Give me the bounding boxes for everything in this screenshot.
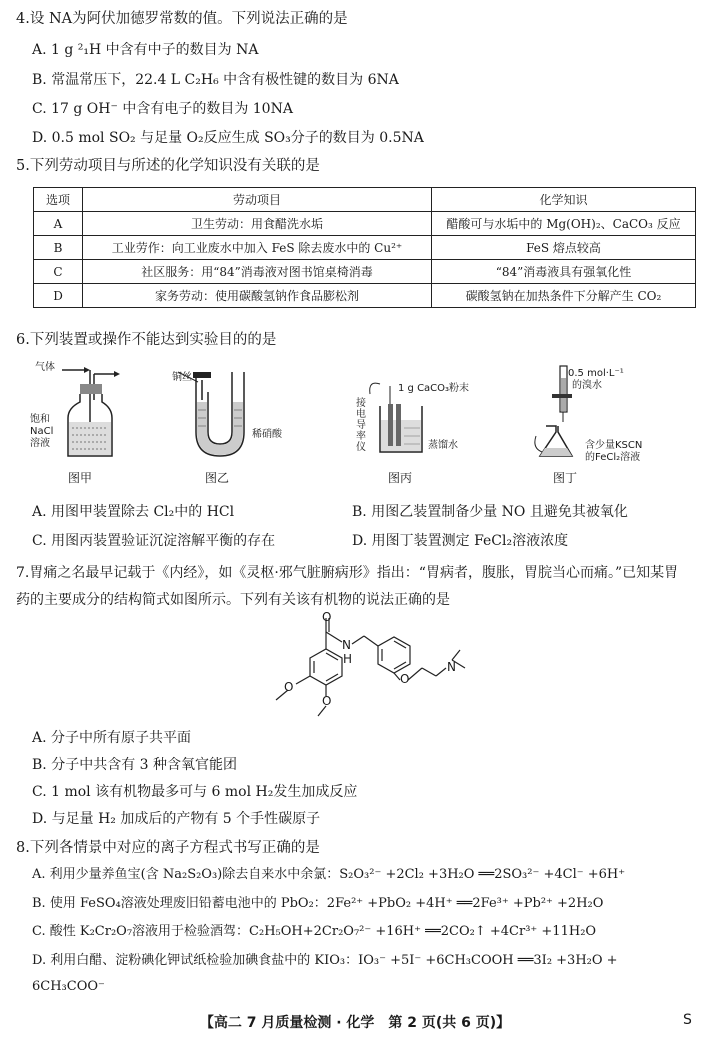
fig-ding-bromine-label-2: 的溴水 xyxy=(572,380,602,391)
q7-option-d: D. 与足量 H₂ 加成后的产物有 5 个手性碳原子 xyxy=(32,811,321,827)
page-footer: 【高二 7 月质量检测 · 化学 第 2 页(共 6 页)】 xyxy=(199,1015,511,1031)
table-cell: 社区服务：用“84”消毒液对图书馆桌椅消毒 xyxy=(83,260,432,284)
q4-option-a: A. 1 g ²₁H 中含有中子的数目为 NA xyxy=(32,42,259,58)
fig-yi-acid-label: 稀硝酸 xyxy=(252,429,282,440)
fig-jia-solution-label-2: NaCl xyxy=(30,426,54,437)
q8-option-b: B. 使用 FeSO₄溶液处理废旧铅蓄电池中的 PbO₂：2Fe²⁺ +PbO₂ +4H⁺ ══2Fe³⁺ +Pb²⁺ +2H₂O xyxy=(32,896,604,911)
fig-yi-wire-label: 铜丝 xyxy=(172,372,192,383)
q6-option-b: B. 用图乙装置制备少量 NO 且避免其被氧化 xyxy=(352,504,628,520)
q5-stem: 5.下列劳动项目与所述的化学知识没有关联的是 xyxy=(16,158,320,174)
q6-stem: 6.下列装置或操作不能达到实验目的的是 xyxy=(16,332,277,348)
page-mark: S xyxy=(683,1012,692,1028)
q4-option-b: B. 常温常压下，22.4 L C₂H₆ 中含有极性键的数目为 6NA xyxy=(32,72,399,88)
figure-caption-ding: 图丁 xyxy=(553,471,578,485)
figure-caption-bing: 图丙 xyxy=(388,471,413,485)
fig-bing-water-label: 蒸馏水 xyxy=(428,440,458,451)
q7-stem-line-1: 7.胃痛之名最早记载于《内经》，如《灵枢·邪气脏腑病形》指出：“胃病者，腹胀，胃脘当心而痛。”已知某胃 xyxy=(16,565,679,581)
q8-option-d-line-1: D. 利用白醋、淀粉碘化钾试纸检验加碘食盐中的 KIO₃：IO₃⁻ +5I⁻ +6CH₃COOH ══3I₂ +3H₂O + xyxy=(32,953,618,968)
mol-amide-n: N xyxy=(342,638,351,652)
q7-option-c: C. 1 mol 该有机物最多可与 6 mol H₂发生加成反应 xyxy=(32,784,358,800)
mol-carbonyl-o: O xyxy=(322,610,332,624)
fig-jia-gas-label: 气体 xyxy=(35,362,55,373)
table-header: 选项 xyxy=(34,188,83,212)
q6-option-d: D. 用图丁装置测定 FeCl₂溶液浓度 xyxy=(352,533,569,549)
table-cell: 碳酸氢钠在加热条件下分解产生 CO₂ xyxy=(432,284,696,308)
fig-ding-bromine-label-1: 0.5 mol·L⁻¹ xyxy=(568,368,624,379)
table-cell: 卫生劳动：用食醋洗水垢 xyxy=(83,212,432,236)
q8-option-a: A. 利用少量养鱼宝(含 Na₂S₂O₃)除去自来水中余氯：S₂O₃²⁻ +2Cl₂ +3H₂O ══2SO₃²⁻ +4Cl⁻ +6H⁺ xyxy=(32,867,626,882)
table-cell: FeS 熔点较高 xyxy=(432,236,696,260)
q7-option-b: B. 分子中共含有 3 种含氧官能团 xyxy=(32,757,237,773)
figure-caption-jia: 图甲 xyxy=(68,471,93,485)
q8-option-c: C. 酸性 K₂Cr₂O₇溶液用于检验酒驾：C₂H₅OH+2Cr₂O₇²⁻ +16H⁺ ══2CO₂↑ +4Cr³⁺ +11H₂O xyxy=(32,924,597,939)
mol-methoxy-o-1: O xyxy=(284,680,294,694)
q4-stem: 4.设 NA为阿伏加德罗常数的值。下列说法正确的是 xyxy=(16,11,348,27)
table-cell: C xyxy=(34,260,83,284)
table-cell: B xyxy=(34,236,83,260)
table-row xyxy=(34,236,696,260)
q6-option-c: C. 用图丙装置验证沉淀溶解平衡的存在 xyxy=(32,533,276,549)
q8-stem: 8.下列各情景中对应的离子方程式书写正确的是 xyxy=(16,840,320,856)
fig-bing-powder-label: 1 g CaCO₃粉末 xyxy=(398,383,470,394)
q7-option-a: A. 分子中所有原子共平面 xyxy=(32,730,192,746)
table-cell: D xyxy=(34,284,83,308)
q5-table xyxy=(33,187,696,308)
mol-amine-n: N xyxy=(447,660,456,674)
q6-option-a: A. 用图甲装置除去 Cl₂中的 HCl xyxy=(32,504,235,520)
table-cell: “84”消毒液具有强氧化性 xyxy=(432,260,696,284)
figure-caption-yi: 图乙 xyxy=(205,471,230,485)
fig-jia-solution-label-3: 溶液 xyxy=(30,438,50,449)
table-row xyxy=(34,212,696,236)
table-header: 劳动项目 xyxy=(83,188,432,212)
fig-bing-instrument-label: 接电导率仪 xyxy=(356,398,366,453)
q4-option-d: D. 0.5 mol SO₂ 与足量 O₂反应生成 SO₃分子的数目为 0.5NA xyxy=(32,130,424,146)
table-header: 化学知识 xyxy=(432,188,696,212)
table-cell: 工业劳作：向工业废水中加入 FeS 除去废水中的 Cu²⁺ xyxy=(83,236,432,260)
mol-methoxy-o-2: O xyxy=(322,694,332,708)
mol-ether-o: O xyxy=(400,672,410,686)
table-cell: 醋酸可与水垢中的 Mg(OH)₂、CaCO₃ 反应 xyxy=(432,212,696,236)
table-row xyxy=(34,284,696,308)
table-header-row xyxy=(34,188,696,212)
q7-stem-line-2: 药的主要成分的结构简式如图所示。下列有关该有机物的说法正确的是 xyxy=(16,592,450,608)
fig-ding-solution-label-1: 含少量KSCN xyxy=(585,440,643,451)
q8-option-d-line-2: 6CH₃COO⁻ xyxy=(32,979,105,994)
fig-jia-solution-label-1: 饱和 xyxy=(30,414,50,425)
table-cell: 家务劳动：使用碳酸氢钠作食品膨松剂 xyxy=(83,284,432,308)
mol-amide-h: H xyxy=(343,652,353,666)
table-row xyxy=(34,260,696,284)
fig-ding-solution-label-2: 的FeCl₂溶液 xyxy=(585,452,641,463)
q4-option-c: C. 17 g OH⁻ 中含有电子的数目为 10NA xyxy=(32,101,293,117)
table-cell: A xyxy=(34,212,83,236)
